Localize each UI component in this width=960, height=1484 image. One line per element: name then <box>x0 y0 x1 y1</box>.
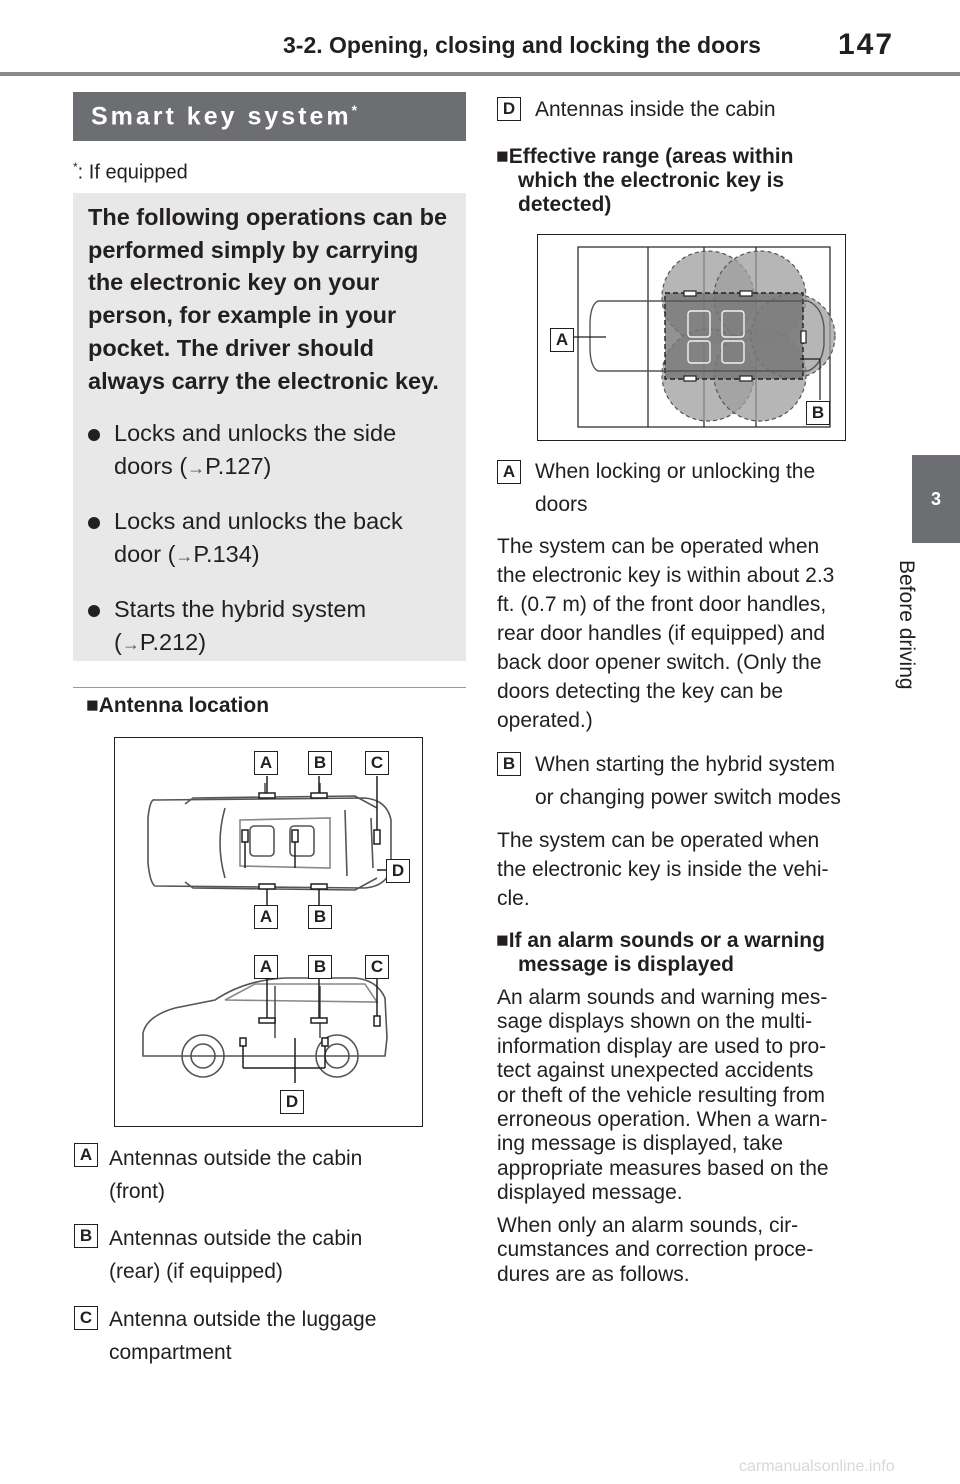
para-line: doors detecting the key can be <box>497 680 784 703</box>
info-item-line2 <box>114 538 452 573</box>
legend-antenna-d: Antennas inside the cabin <box>535 98 776 121</box>
para-line: ing message is displayed, take <box>497 1132 783 1156</box>
info-item-line1: Starts the hybrid system <box>114 596 367 623</box>
heading-line: message is displayed <box>518 953 734 976</box>
info-item-prefix: door ( <box>114 541 176 568</box>
arrow-right-icon: → <box>187 458 206 479</box>
section-title-text: Smart key system <box>91 102 352 131</box>
info-item-suffix: ) <box>251 541 260 568</box>
antenna-car-illustration <box>115 738 421 1125</box>
section-title <box>73 92 466 141</box>
legend-range-a <box>535 455 815 521</box>
legend-antenna-a <box>109 1142 362 1208</box>
para-line: or theft of the vehicle resulting from <box>497 1083 825 1107</box>
para-line: sage displays shown on the multi- <box>497 1010 813 1034</box>
label-range-a: A <box>550 328 574 352</box>
chapter-label: Before driving <box>895 560 918 690</box>
label-antenna-b: B <box>308 905 332 929</box>
para-line: appropriate measures based on the <box>497 1156 829 1180</box>
label-antenna-c: C <box>365 955 389 979</box>
info-item-prefix: ( <box>114 629 122 656</box>
para-line: information display are used to pro- <box>497 1034 827 1058</box>
info-item-suffix: ) <box>263 453 272 480</box>
para-line: the electronic key is within about 2.3 <box>497 564 835 587</box>
legend-antenna-b <box>109 1222 362 1288</box>
label-antenna-a: A <box>254 905 278 929</box>
range-b-paragraph <box>497 826 829 913</box>
legend-line: When starting the hybrid system <box>535 753 835 776</box>
equipped-note-mark: * <box>73 160 78 174</box>
legend-letter-a: A <box>497 460 521 484</box>
para-line: tect against unexpected accidents <box>497 1059 814 1083</box>
para-line: the electronic key is inside the vehi- <box>497 858 829 881</box>
legend-line: or changing power switch modes <box>535 786 841 809</box>
alarm-paragraph-2 <box>497 1214 813 1287</box>
equipped-note-text: : If equipped <box>77 161 188 184</box>
para-line: rear door handles (if equipped) and <box>497 622 826 645</box>
heading-line: If an alarm sounds or a warning <box>508 929 825 952</box>
para-line: dures are as follows. <box>497 1262 690 1286</box>
info-item-suffix: ) <box>198 629 207 656</box>
label-antenna-b: B <box>308 751 332 775</box>
legend-letter-b: B <box>497 752 521 776</box>
chapter-tab[interactable] <box>912 455 960 543</box>
page-number: 147 <box>838 28 895 61</box>
label-antenna-c: C <box>365 751 389 775</box>
page-ref-link[interactable]: P.212 <box>139 629 199 656</box>
info-box <box>73 193 466 661</box>
square-bullet-icon: ■ <box>86 694 99 717</box>
info-item-line2 <box>114 450 452 485</box>
heading-line: which the electronic key is <box>518 169 785 192</box>
para-line: The system can be operated when <box>497 535 820 558</box>
header-title: 3-2. Opening, closing and locking the doors <box>283 32 761 58</box>
range-a-paragraph <box>497 532 834 735</box>
square-bullet-icon: ■ <box>496 929 509 952</box>
para-line: When only an alarm sounds, cir- <box>497 1214 799 1237</box>
page-ref-link[interactable]: P.127 <box>205 453 264 480</box>
equipped-note <box>73 160 188 185</box>
para-line: An alarm sounds and warning mes- <box>497 986 828 1009</box>
info-item-line2 <box>114 626 452 661</box>
info-item-line1: Locks and unlocks the back <box>114 508 403 535</box>
legend-letter-c: C <box>74 1306 98 1330</box>
heading-line: detected) <box>518 193 612 216</box>
legend-letter-d: D <box>497 97 521 121</box>
label-antenna-d: D <box>386 859 410 883</box>
legend-line: (front) <box>109 1180 166 1203</box>
effective-range-figure <box>537 234 846 441</box>
antenna-markers-side <box>240 978 380 1083</box>
legend-line: Antennas outside the cabin <box>109 1227 363 1250</box>
legend-line: doors <box>535 493 588 516</box>
cabin-zone <box>665 293 803 379</box>
legend-line: compartment <box>109 1341 232 1364</box>
bullet-icon <box>88 429 100 441</box>
label-antenna-a: A <box>254 751 278 775</box>
effective-range-heading <box>496 145 793 217</box>
info-item-prefix: doors ( <box>114 453 188 480</box>
alarm-heading <box>496 929 825 977</box>
para-line: cumstances and correction proce- <box>497 1238 814 1262</box>
alarm-paragraph-1 <box>497 986 829 1206</box>
legend-letter-b: B <box>74 1224 98 1248</box>
label-antenna-b: B <box>308 955 332 979</box>
label-range-b: B <box>806 401 830 425</box>
info-item <box>88 417 452 485</box>
legend-antenna-c <box>109 1303 376 1369</box>
label-antenna-d: D <box>280 1090 304 1114</box>
chapter-number: 3 <box>930 488 941 509</box>
para-line: ft. (0.7 m) of the front door handles, <box>497 593 827 616</box>
car-top-view <box>148 783 391 890</box>
arrow-right-icon: → <box>175 546 194 567</box>
bullet-icon <box>88 517 100 529</box>
para-line: cle. <box>497 887 530 910</box>
header-rule <box>0 72 960 76</box>
info-intro: The following operations can be performed simply by carrying the electronic key on your person, for example in your pocket. The driver should always carry the electronic key. <box>88 204 448 394</box>
para-line: back door opener switch. (Only the <box>497 651 822 674</box>
antenna-location-heading-text: Antenna location <box>98 694 270 717</box>
bullet-icon <box>88 605 100 617</box>
info-item <box>88 593 452 661</box>
square-bullet-icon: ■ <box>496 145 509 168</box>
para-line: erroneous operation. When a warn- <box>497 1108 828 1132</box>
divider <box>73 687 466 688</box>
para-line: The system can be operated when <box>497 829 820 852</box>
info-item-line1: Locks and unlocks the side <box>114 420 397 447</box>
range-diagram <box>538 235 844 439</box>
legend-line: (rear) (if equipped) <box>109 1260 283 1283</box>
antenna-location-heading <box>86 694 269 718</box>
legend-line: Antenna outside the luggage <box>109 1308 377 1331</box>
section-title-mark: * <box>351 102 358 118</box>
page-ref-link[interactable]: P.134 <box>193 541 252 568</box>
legend-range-b <box>535 748 841 814</box>
car-side-view <box>143 978 387 1077</box>
legend-letter-a: A <box>74 1143 98 1167</box>
heading-line: Effective range (areas within <box>508 145 794 168</box>
legend-line: Antennas outside the cabin <box>109 1147 363 1170</box>
watermark: carmanualsonline.info <box>739 1458 895 1475</box>
antenna-location-figure <box>114 737 423 1127</box>
label-antenna-a: A <box>254 955 278 979</box>
para-line: displayed message. <box>497 1181 683 1205</box>
legend-line: When locking or unlocking the <box>535 460 816 483</box>
para-line: operated.) <box>497 709 593 732</box>
arrow-right-icon: → <box>121 634 140 655</box>
info-item <box>88 505 452 573</box>
